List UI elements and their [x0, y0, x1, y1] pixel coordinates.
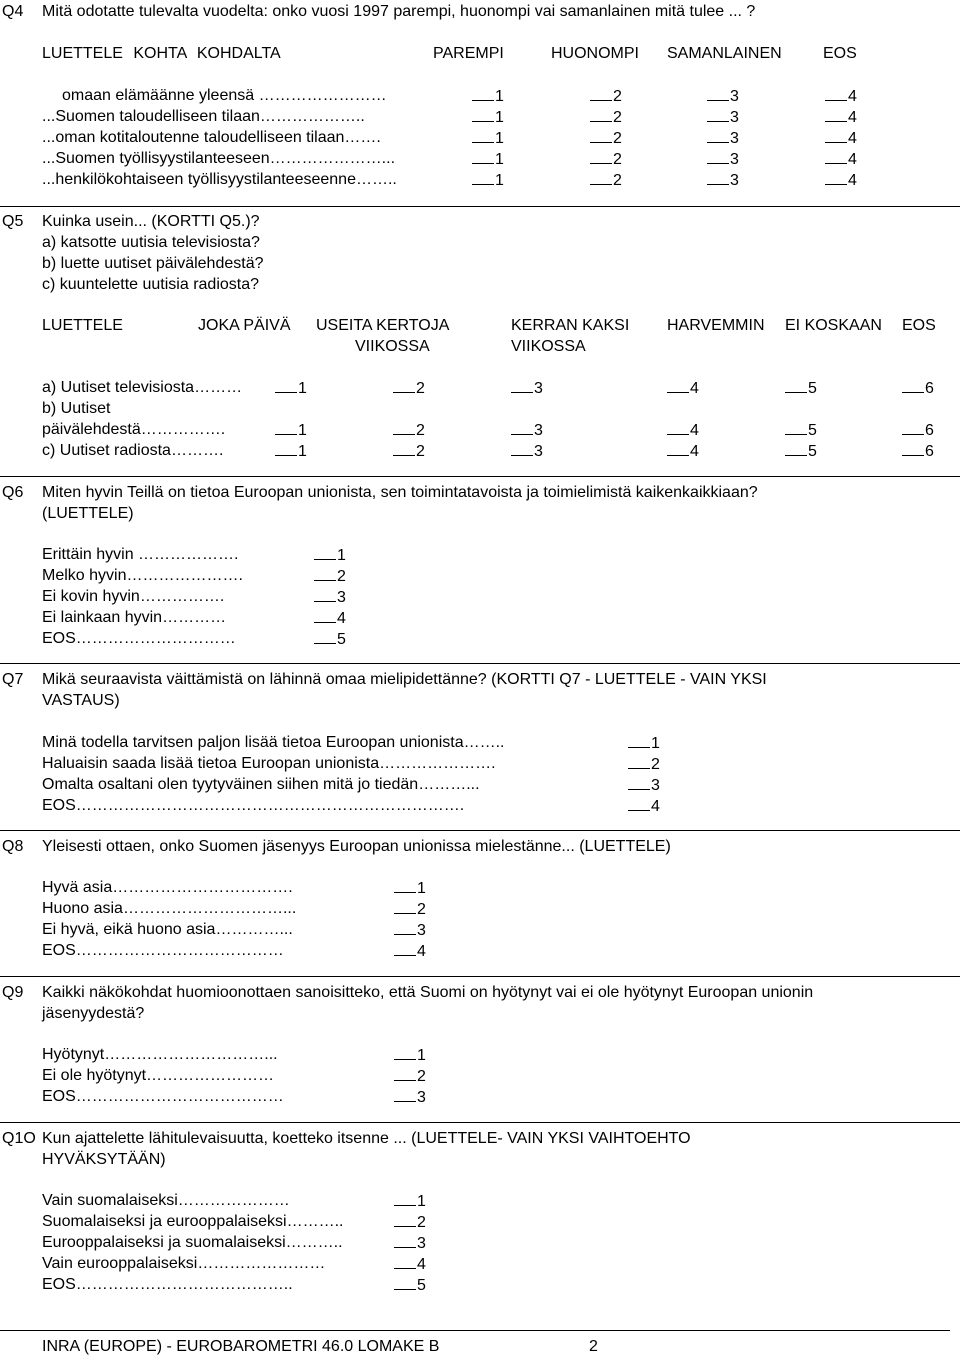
q6-option-label: Ei kovin hyvin……………. [42, 588, 225, 605]
q7-option-label: Minä todella tarvitsen paljon lisää tietoa Euroopan unionista…….. [42, 734, 505, 751]
q5-header-once-twice-week: VIIKOSSA [511, 338, 586, 355]
q4-code-4[interactable]: 4 [825, 86, 857, 107]
q10-option-code[interactable]: 2 [394, 1212, 426, 1233]
q4-code-1[interactable]: 1 [472, 128, 504, 149]
q5-code-2[interactable]: 2 [393, 441, 425, 462]
q7-option-code[interactable]: 2 [628, 754, 660, 775]
q9-question-text-cont: jäsenyydestä? [42, 1005, 145, 1022]
q5-code-5[interactable]: 5 [785, 441, 817, 462]
q7-number: Q7 [2, 671, 24, 688]
q5-header-several: USEITA KERTOJA [316, 317, 450, 334]
q10-option-label: Vain eurooppalaiseksi…………………… [42, 1255, 326, 1272]
q4-code-2[interactable]: 2 [590, 86, 622, 107]
q7-instruction: VASTAUS) [42, 692, 120, 709]
q10-question-text: Kun ajattelette lähitulevaisuutta, koetteko itsenne ... (LUETTELE- VAIN YKSI VAIHTOEHTO [42, 1130, 691, 1147]
q8-question-text: Yleisesti ottaen, onko Suomen jäsenyys Euroopan unionissa mielestänne... (LUETTELE) [42, 838, 671, 855]
q5-header-several-week: VIIKOSSA [355, 338, 430, 355]
q5-item-a: a) katsotte uutisia televisiosta? [42, 234, 260, 251]
q6-option-code[interactable]: 5 [314, 629, 346, 650]
q8-option-code[interactable]: 2 [394, 899, 426, 920]
q5-code-1[interactable]: 1 [275, 378, 307, 399]
q4-question-text: Mitä odotatte tulevalta vuodelta: onko vuosi 1997 parempi, huonompi vai samanlainen mitä tulee ... ? [42, 3, 756, 20]
q5-header-never: EI KOSKAAN [785, 317, 882, 334]
q5-code-5[interactable]: 5 [785, 420, 817, 441]
q5-header-less: HARVEMMIN [667, 317, 765, 334]
q7-option-label: EOS………………………………………………………………. [42, 797, 465, 814]
section-divider [0, 830, 960, 831]
q4-code-1[interactable]: 1 [472, 170, 504, 191]
q8-option-code[interactable]: 4 [394, 941, 426, 962]
q6-instruction: (LUETTELE) [42, 505, 134, 522]
q4-row-label: ...oman kotitaloutenne taloudelliseen tilaan……. [42, 129, 381, 146]
q4-row-label: omaan elämäänne yleensä …………………… [62, 87, 387, 104]
q9-option-label: Ei ole hyötynyt…………………… [42, 1067, 275, 1084]
q5-code-5[interactable]: 5 [785, 378, 817, 399]
q5-header-once-twice: KERRAN KAKSI [511, 317, 630, 334]
q9-option-label: EOS………………………………… [42, 1088, 284, 1105]
q8-option-label: EOS………………………………… [42, 942, 284, 959]
q7-option-label: Omalta osaltani olen tyytyväinen siihen mitä jo tiedän………... [42, 776, 480, 793]
q5-code-2[interactable]: 2 [393, 378, 425, 399]
q6-question-text: Miten hyvin Teillä on tietoa Euroopan unionista, sen toimintatavoista ja toimielimistä kaikenkaikkiaan? [42, 484, 758, 501]
q4-code-1[interactable]: 1 [472, 86, 504, 107]
q5-question-text: Kuinka usein... (KORTTI Q5.)? [42, 213, 260, 230]
q5-code-3[interactable]: 3 [511, 420, 543, 441]
q6-option-label: Erittäin hyvin ………………. [42, 546, 239, 563]
q4-code-2[interactable]: 2 [590, 128, 622, 149]
q10-option-label: Eurooppalaiseksi ja suomalaiseksi……….. [42, 1234, 343, 1251]
page-number: 2 [589, 1338, 598, 1355]
q8-number: Q8 [2, 838, 24, 855]
q10-number: Q1O [2, 1130, 36, 1147]
q6-option-code[interactable]: 1 [314, 545, 346, 566]
q7-question-text: Mikä seuraavista väittämistä on lähinnä omaa mielipidettänne? (KORTTI Q7 - LUETTELE - VAIN YKSI [42, 671, 767, 688]
q9-option-code[interactable]: 1 [394, 1045, 426, 1066]
q5-code-1[interactable]: 1 [275, 420, 307, 441]
q8-option-label: Hyvä asia……………………………. [42, 879, 293, 896]
q5-row-label: a) Uutiset televisiosta……… [42, 379, 243, 396]
q10-option-code[interactable]: 1 [394, 1191, 426, 1212]
q8-option-label: Huono asia…………………………... [42, 900, 297, 917]
section-divider [0, 663, 960, 664]
section-divider [0, 1122, 960, 1123]
q4-header-better: PAREMPI [433, 45, 504, 62]
q4-code-2[interactable]: 2 [590, 149, 622, 170]
q4-header-worse: HUONOMPI [551, 45, 639, 62]
q6-option-code[interactable]: 4 [314, 608, 346, 629]
footer-title: INRA (EUROPE) - EUROBAROMETRI 46.0 LOMAKE B [42, 1338, 440, 1355]
q4-header-list: LUETTELE KOHTA KOHDALTA [42, 45, 281, 62]
q4-code-3[interactable]: 3 [707, 149, 739, 170]
q5-code-3[interactable]: 3 [511, 378, 543, 399]
q6-number: Q6 [2, 484, 24, 501]
q5-code-2[interactable]: 2 [393, 420, 425, 441]
q5-header-dk: EOS [902, 317, 936, 334]
q5-header-list: LUETTELE [42, 317, 123, 334]
q5-code-1[interactable]: 1 [275, 441, 307, 462]
q10-option-code[interactable]: 4 [394, 1254, 426, 1275]
q4-code-4[interactable]: 4 [825, 170, 857, 191]
q4-code-3[interactable]: 3 [707, 107, 739, 128]
section-divider [0, 206, 960, 207]
q5-code-4[interactable]: 4 [667, 378, 699, 399]
q9-option-label: Hyötynyt…………………………... [42, 1046, 278, 1063]
q4-code-3[interactable]: 3 [707, 170, 739, 191]
q5-code-6[interactable]: 6 [902, 441, 934, 462]
q8-option-code[interactable]: 3 [394, 920, 426, 941]
q4-code-1[interactable]: 1 [472, 149, 504, 170]
q4-row-label: ...Suomen työllisyystilanteeseen…………………... [42, 150, 396, 167]
q5-code-3[interactable]: 3 [511, 441, 543, 462]
q6-option-code[interactable]: 2 [314, 566, 346, 587]
q10-option-label: Suomalaiseksi ja eurooppalaiseksi……….. [42, 1213, 344, 1230]
q4-code-2[interactable]: 2 [590, 170, 622, 191]
q6-option-label: EOS………………………… [42, 630, 236, 647]
q6-option-label: Melko hyvin…………………. [42, 567, 243, 584]
q5-row-label: b) Uutiset [42, 400, 111, 417]
q4-code-4[interactable]: 4 [825, 149, 857, 170]
q10-option-label: Vain suomalaiseksi………………… [42, 1192, 290, 1209]
q8-option-label: Ei hyvä, eikä huono asia…………... [42, 921, 293, 938]
q4-code-2[interactable]: 2 [590, 107, 622, 128]
q5-code-6[interactable]: 6 [902, 378, 934, 399]
q4-header-same: SAMANLAINEN [667, 45, 782, 62]
q4-row-label: ...henkilökohtaiseen työllisyystilanteeseenne…….. [42, 171, 397, 188]
q9-number: Q9 [2, 984, 24, 1001]
q5-row-label: c) Uutiset radiosta………. [42, 442, 224, 459]
q7-option-code[interactable]: 3 [628, 775, 660, 796]
q10-option-code[interactable]: 3 [394, 1233, 426, 1254]
q8-option-code[interactable]: 1 [394, 878, 426, 899]
q7-option-code[interactable]: 4 [628, 796, 660, 817]
q5-code-6[interactable]: 6 [902, 420, 934, 441]
q5-item-c: c) kuuntelette uutisia radiosta? [42, 276, 260, 293]
q4-code-4[interactable]: 4 [825, 107, 857, 128]
q6-option-label: Ei lainkaan hyvin………… [42, 609, 227, 626]
q5-number: Q5 [2, 213, 24, 230]
q4-code-3[interactable]: 3 [707, 86, 739, 107]
q4-code-4[interactable]: 4 [825, 128, 857, 149]
q7-option-label: Haluaisin saada lisää tietoa Euroopan unionista…………………. [42, 755, 496, 772]
q6-option-code[interactable]: 3 [314, 587, 346, 608]
footer-divider [0, 1330, 950, 1331]
q5-row-label-cont: päivälehdestä……………. [42, 421, 226, 438]
q5-header-daily: JOKA PÄIVÄ [198, 317, 291, 334]
q4-code-1[interactable]: 1 [472, 107, 504, 128]
q4-number: Q4 [2, 3, 24, 20]
q4-code-3[interactable]: 3 [707, 128, 739, 149]
q9-question-text: Kaikki näkökohdat huomioonottaen sanoisitteko, että Suomi on hyötynyt vai ei ole hyötynyt Euroopan unionin [42, 984, 814, 1001]
q10-option-code[interactable]: 5 [394, 1275, 426, 1296]
q7-option-code[interactable]: 1 [628, 733, 660, 754]
q5-item-b: b) luette uutiset päivälehdestä? [42, 255, 264, 272]
q10-instruction: HYVÄKSYTÄÄN) [42, 1151, 166, 1168]
section-divider [0, 976, 960, 977]
q5-code-4[interactable]: 4 [667, 441, 699, 462]
q9-option-code[interactable]: 2 [394, 1066, 426, 1087]
section-divider [0, 476, 960, 477]
q9-option-code[interactable]: 3 [394, 1087, 426, 1108]
q4-row-label: ...Suomen taloudelliseen tilaan……………….. [42, 108, 365, 125]
q10-option-label: EOS………………………………….. [42, 1276, 293, 1293]
q5-code-4[interactable]: 4 [667, 420, 699, 441]
q4-header-dk: EOS [823, 45, 857, 62]
